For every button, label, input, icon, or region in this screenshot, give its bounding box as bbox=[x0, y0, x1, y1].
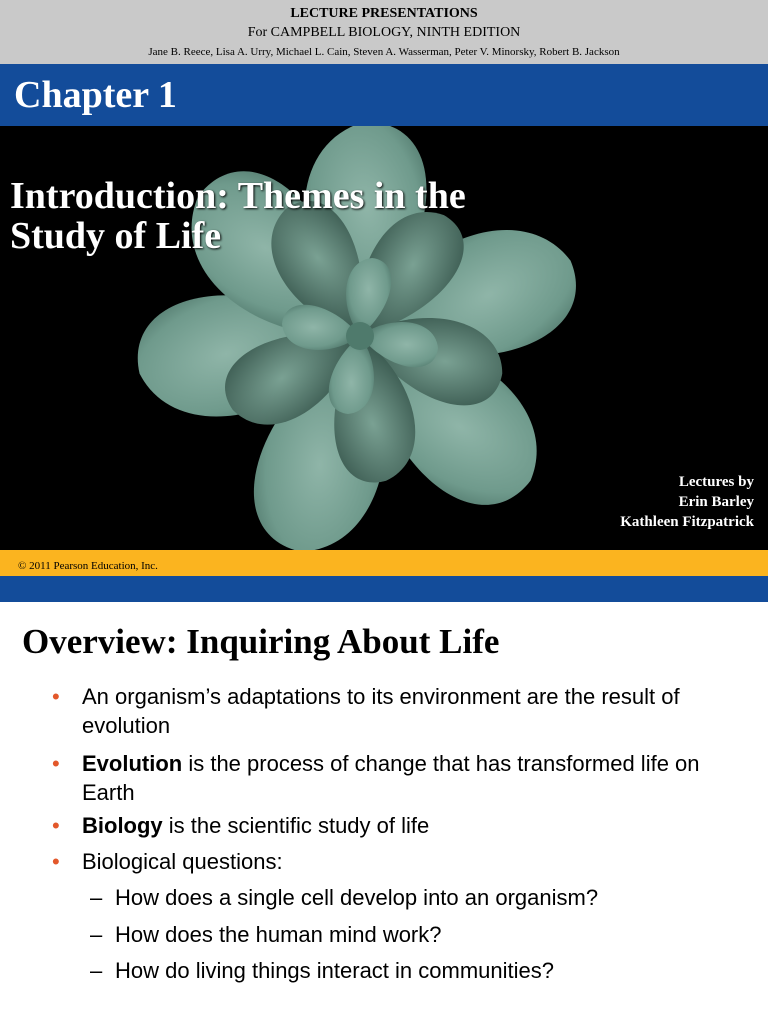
bullet-text: Biology is the scientific study of life bbox=[82, 813, 430, 838]
sub-bullet-text: How do living things interact in communities? bbox=[115, 958, 554, 983]
bullet-marker: • bbox=[52, 849, 60, 874]
lecturer-name: Erin Barley bbox=[678, 494, 754, 510]
overview-title: Overview: Inquiring About Life bbox=[22, 622, 500, 661]
bullet-marker: • bbox=[52, 684, 60, 709]
textbook-authors: Jane B. Reece, Lisa A. Urry, Michael L. Cain, Steven A. Wasserman, Peter V. Minorsky, Robert B. Jackson bbox=[148, 46, 620, 58]
lecturer-name: Kathleen Fitzpatrick bbox=[620, 514, 754, 530]
textbook-edition-label: For CAMPBELL BIOLOGY, NINTH EDITION bbox=[247, 25, 521, 40]
chapter-label: Chapter 1 bbox=[14, 74, 177, 116]
lectures-by-label: Lectures by bbox=[678, 474, 754, 490]
bullet-text: Evolution is the process of change that has transformed life on Earth bbox=[82, 751, 700, 805]
overview-slide bbox=[0, 602, 768, 1024]
slide-title-line-2: Study of Life bbox=[10, 215, 222, 257]
dash-marker: – bbox=[90, 958, 103, 983]
sub-bullet-text: How does the human mind work? bbox=[115, 922, 442, 947]
dash-marker: – bbox=[90, 885, 103, 910]
copyright-notice: © 2011 Pearson Education, Inc. bbox=[18, 560, 158, 572]
bullet-marker: • bbox=[52, 751, 60, 776]
bullet-marker: • bbox=[52, 813, 60, 838]
chapter-band bbox=[0, 64, 768, 126]
term-evolution: Evolution bbox=[82, 751, 183, 776]
term-biology: Biology bbox=[82, 813, 163, 838]
dash-marker: – bbox=[90, 922, 103, 947]
lecture-header bbox=[0, 0, 768, 64]
blue-footer-band bbox=[0, 576, 768, 602]
slide-title bbox=[10, 176, 650, 256]
lecturer-credits bbox=[620, 472, 754, 532]
slide-title-line-1: Introduction: Themes in the bbox=[10, 175, 466, 217]
bullet-text: An organism’s adaptations to its environment are the result of evolution bbox=[82, 684, 680, 738]
lecture-presentations-label: LECTURE PRESENTATIONS bbox=[290, 6, 478, 21]
sub-bullet-text: How does a single cell develop into an organism? bbox=[115, 885, 599, 910]
bullet-text: Biological questions: bbox=[82, 849, 283, 874]
